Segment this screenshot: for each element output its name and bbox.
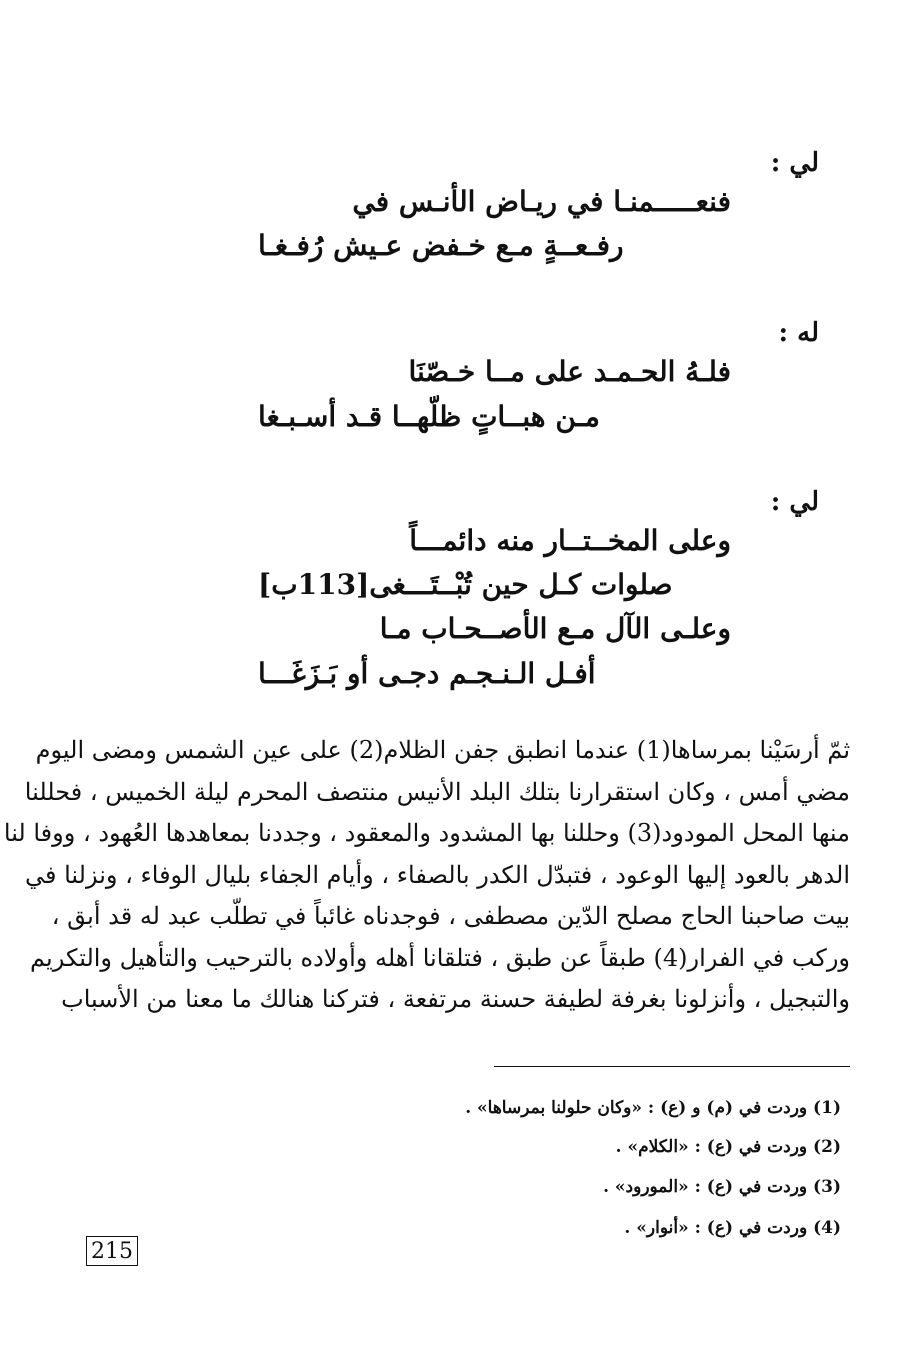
speaker-label-1: لي :: [770, 148, 819, 178]
footnote-4: (4) وردت في (ع) : «أنوار» .: [624, 1218, 841, 1238]
prose-line: ثمّ أرسَيْنا بمرساها(1) عندما انطبق جفن الظلام(2) على عين الشمس ومضى اليوم: [35, 736, 850, 764]
verse-line-4: مـن هبــاتٍ ظلّهــا قـد أسـبـغا: [258, 400, 600, 433]
verse-line-7: وعلـى الآل مـع الأصــحـاب مـا: [379, 612, 731, 645]
verse-line-5: وعلى المخــتــار منه دائمـــاً: [409, 524, 731, 557]
verse-line-6: صلوات كـل حين تُبْــتَـــغى[113ب]: [258, 568, 673, 601]
prose-paragraph: [3, 730, 850, 1021]
prose-line: منها المحل المودود(3) وحللنا بها المشدود والمعقود ، وجددنا بمعاهدها العُهود ، ووفا لنا: [3, 819, 850, 847]
verse-line-1: فنعـــــمنـا في ريـاض الأنـس في: [352, 185, 731, 218]
prose-line: والتبجيل ، وأنزلونا بغرفة لطيفة حسنة مرتفعة ، فتركنا هنالك ما معنا من الأسباب: [61, 985, 850, 1013]
prose-line: الدهر بالعود إليها الوعود ، فتبدّل الكدر بالصفاء ، وأيام الجفاء بليال الوفاء ، ونزلنا في: [24, 860, 850, 889]
footnote-1: (1) وردت في (م) و (ع) : «وكان حلولنا بمرساها» .: [465, 1098, 841, 1118]
prose-line: مضي أمس ، وكان استقرارنا بتلك البلد الأنيس منتصف المحرم ليلة الخميس ، فحللنا: [24, 777, 850, 806]
verse-line-8: أفـل الـنـجـم دجـى أو بَـزَغَـــا: [258, 657, 596, 690]
speaker-label-3: لي :: [770, 487, 819, 517]
footnote-divider: [494, 1066, 850, 1067]
verse-line-2: رفـعــةٍ مـع خـفض عـيش رُفـغـا: [258, 229, 624, 262]
verse-line-3: فلـهُ الحـمـد على مــا خـصّنَا: [408, 355, 731, 388]
prose-line: وركب في الفرار(4) طبقاً عن طبق ، فتلقانا أهله وأولاده بالترحيب والتأهيل والتكريم: [30, 943, 850, 972]
page-number: 215: [86, 1236, 138, 1266]
footnote-3: (3) وردت في (ع) : «المورود» .: [603, 1177, 841, 1197]
footnote-2: (2) وردت في (ع) : «الكلام» .: [615, 1137, 841, 1157]
prose-line: بيت صاحبنا الحاج مصلح الدّين مصطفى ، فوجدناه غائباً في تطلّب عبد له قد أبق ،: [51, 902, 850, 930]
speaker-label-2: له :: [778, 318, 819, 348]
